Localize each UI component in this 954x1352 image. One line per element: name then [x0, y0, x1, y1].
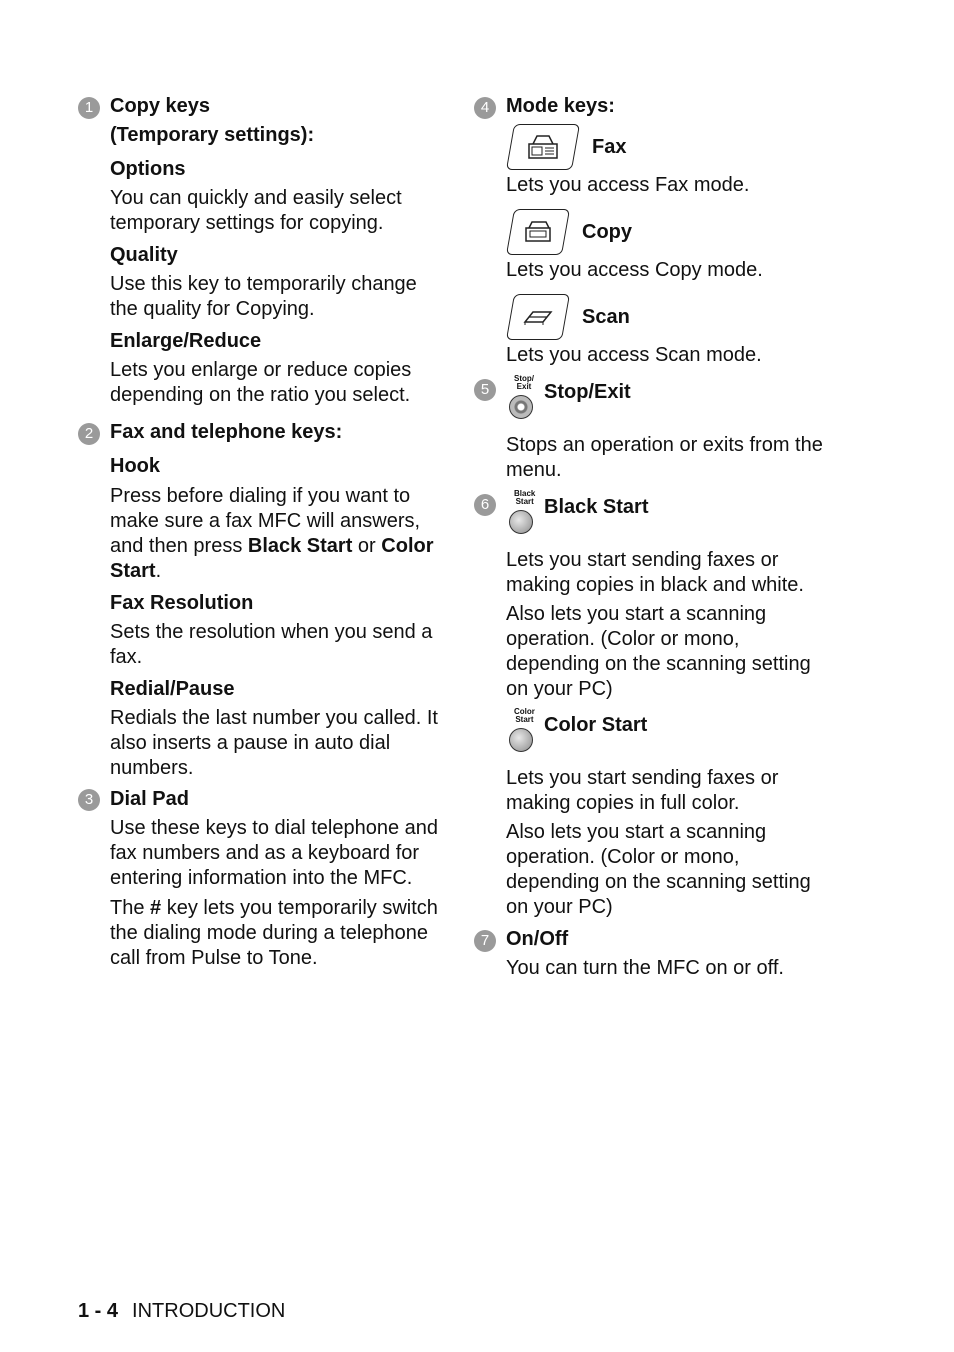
on-off-heading: On/Off [506, 928, 569, 950]
scan-mode-key [506, 291, 834, 343]
callout-number-3: 3 [78, 789, 100, 811]
mode-keys-heading: Mode keys: [506, 95, 615, 117]
dial-pad-description: Use these keys to dial telephone and fax numbers and as a keyboard for entering information into the MFC. [110, 817, 438, 889]
callout-number-1: 1 [78, 97, 100, 119]
scan-mode-label: Scan [582, 305, 630, 328]
hash-key-description: The # key lets you temporarily switch the dialing mode during a telephone call from Pulse to Tone. [110, 897, 438, 969]
section-mode-keys [474, 92, 834, 368]
on-off-description: You can turn the MFC on or off. [506, 957, 784, 979]
section-fax-telephone-keys [78, 418, 438, 781]
redial-pause-subheading: Redial/Pause [110, 678, 235, 700]
stop-exit-label: Stop/Exit [544, 381, 631, 403]
callout-number-2: 2 [78, 423, 100, 445]
hook-description: Press before dialing if you want to make sure a fax MFC will answers, and then press Black Start or Color Start. [110, 485, 434, 582]
stop-exit-key [506, 375, 834, 431]
color-start-key [506, 708, 834, 764]
scan-mode-description: Lets you access Scan mode. [506, 344, 762, 366]
page-footer [78, 1300, 285, 1323]
fax-mode-label: Fax [592, 135, 627, 158]
fax-machine-icon [506, 124, 580, 170]
copy-mode-label: Copy [582, 220, 632, 243]
black-start-scan-description: Also lets you start a scanning operation. (Color or mono, depending on the scanning setting on your PC) [506, 603, 811, 700]
copy-mode-description: Lets you access Copy mode. [506, 259, 763, 281]
temporary-settings-heading: (Temporary settings): [110, 124, 315, 146]
color-start-button-icon: Color Start [506, 708, 542, 762]
callout-number-4: 4 [474, 97, 496, 119]
quality-subheading: Quality [110, 244, 178, 266]
color-start-label: Color Start [544, 714, 648, 736]
options-subheading: Options [110, 158, 186, 180]
copy-keys-heading: Copy keys [110, 95, 211, 117]
callout-number-5: 5 [474, 379, 496, 401]
callout-number-7: 7 [474, 930, 496, 952]
section-stop-exit [474, 375, 834, 483]
color-start-scan-description: Also lets you start a scanning operation. (Color or mono, depending on the scanning setting on your PC) [506, 821, 811, 918]
redial-pause-description: Redials the last number you called. It also inserts a pause in auto dial numbers. [110, 707, 438, 779]
black-start-button-icon: Black Start [506, 490, 542, 544]
fax-telephone-keys-heading: Fax and telephone keys: [110, 421, 343, 443]
hook-subheading: Hook [110, 455, 160, 477]
enlarge-reduce-description: Lets you enlarge or reduce copies depending on the ratio you select. [110, 359, 412, 406]
chapter-title: INTRODUCTION [132, 1300, 286, 1322]
fax-resolution-description: Sets the resolution when you send a fax. [110, 621, 433, 668]
stop-exit-description: Stops an operation or exits from the menu. [506, 434, 823, 481]
section-copy-keys [78, 92, 438, 408]
left-column [78, 92, 438, 971]
options-description: You can quickly and easily select temporary settings for copying. [110, 187, 402, 234]
black-start-label: Black Start [544, 496, 649, 518]
quality-description: Use this key to temporarily change the quality for Copying. [110, 273, 417, 320]
stop-exit-button-icon: Stop/ Exit [506, 375, 542, 429]
enlarge-reduce-subheading: Enlarge/Reduce [110, 330, 262, 352]
section-dial-pad [78, 787, 438, 971]
dial-pad-heading: Dial Pad [110, 788, 189, 810]
scanner-icon [506, 294, 570, 340]
right-column [474, 92, 834, 981]
fax-mode-key [506, 121, 834, 173]
copier-icon [506, 209, 570, 255]
callout-number-6: 6 [474, 494, 496, 516]
section-on-off [474, 927, 834, 981]
copy-mode-key [506, 206, 834, 258]
fax-resolution-subheading: Fax Resolution [110, 592, 254, 614]
color-start-description: Lets you start sending faxes or making copies in full color. [506, 767, 779, 814]
black-start-key [506, 490, 834, 546]
section-start-keys [474, 490, 834, 920]
page-number: 1 - 4 [78, 1300, 119, 1322]
fax-mode-description: Lets you access Fax mode. [506, 174, 750, 196]
black-start-description: Lets you start sending faxes or making copies in black and white. [506, 549, 804, 596]
